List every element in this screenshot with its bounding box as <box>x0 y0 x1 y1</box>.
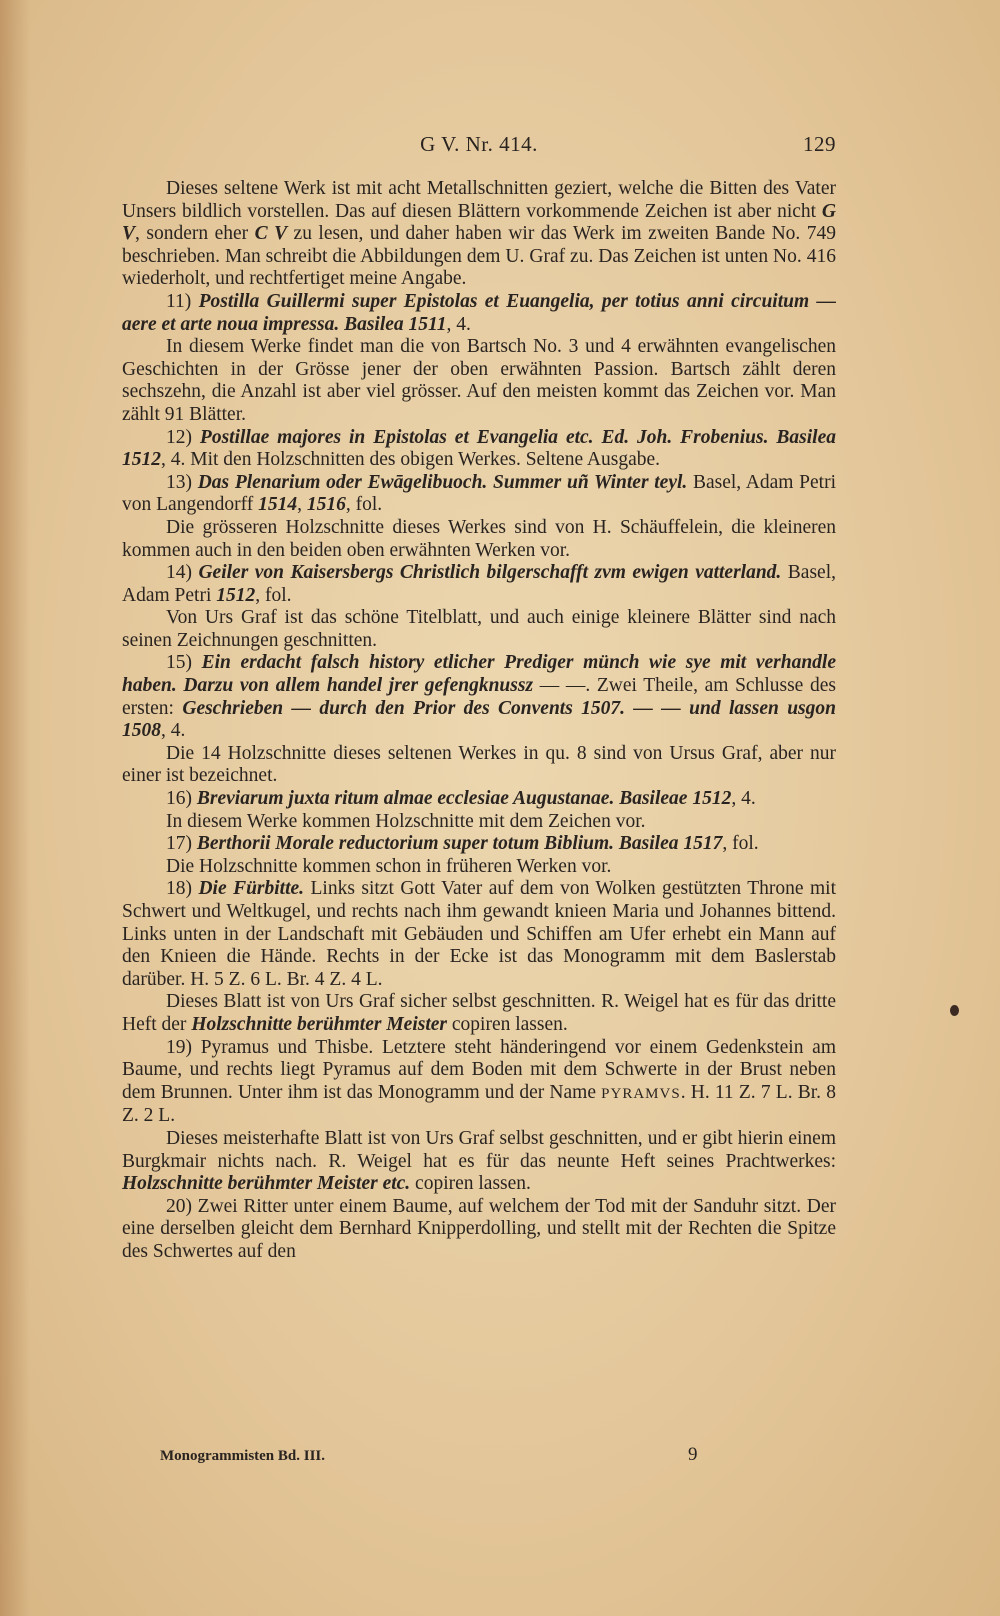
text-run: , <box>297 494 307 516</box>
text-run: Basel, Adam Petri <box>122 562 836 606</box>
paragraph <box>122 991 836 1036</box>
paragraph <box>122 1128 836 1196</box>
text-run: Dieses Blatt ist von Urs Graf sicher selbst geschnitten. R. Weigel hat es für das dritte Heft der <box>122 991 836 1035</box>
paragraph <box>122 291 836 336</box>
text-run: , 4. <box>446 313 471 335</box>
text-run: , 4. Mit den Holzschnitten des obigen Werkes. Seltene Ausgabe. <box>161 449 661 471</box>
text-run: , 4. <box>731 788 756 810</box>
paragraph <box>122 607 836 652</box>
text-run: In diesem Werke kommen Holzschnitte mit dem Zeichen vor. <box>166 810 646 832</box>
text-run: , sondern eher <box>135 223 255 245</box>
text-run: 16) <box>166 788 197 810</box>
italic-run: Postilla Guillermi super Epistolas et Euangelia, per totius anni circuitum — aere et arte noua impressa. Basilea 1511 <box>122 290 836 335</box>
paragraph <box>122 811 836 834</box>
paragraph <box>122 856 836 879</box>
paragraph <box>122 472 836 517</box>
text-run: zu lesen, und daher haben wir das Werk im zweiten Bande No. 749 beschrieben. Man schreibt die Abbildungen dem U. Graf zu. Das Zeichen ist unten No. 416 wiederholt, und rechtfertiget meine Angabe. <box>122 223 836 290</box>
italic-run: Geiler von Kaisersbergs Christlich bilgerschafft zvm ewigen vatterland. <box>198 562 782 584</box>
text-run: , 4. <box>161 720 186 742</box>
paragraph <box>122 517 836 562</box>
running-title: G V. Nr. 414. <box>420 132 538 156</box>
text-run: Links sitzt Gott Vater auf dem von Wolken gestützten Throne mit Schwert und Weltkugel, und rechts nach ihm gewandt knieen Maria und Johannes bittend. Links unten in der Landschaft mit Gebäuden und Schiffen am Ufer erhebt ein Mann auf den Knieen die Hände. Rechts in der Ecke ist das Monogramm mit dem Baslerstab darüber. H. 5 Z. 6 L. Br. 4 Z. 4 L. <box>122 878 836 990</box>
italic-run: Postillae majores in Epistolas et Evangelia etc. Ed. Joh. Frobenius. Basilea 1512 <box>122 426 836 471</box>
paragraph <box>122 788 836 811</box>
paragraph <box>122 178 836 291</box>
text-run: Die Holzschnitte kommen schon in früheren Werken vor. <box>166 855 612 877</box>
paragraph <box>122 336 836 426</box>
italic-run: G V <box>122 200 836 245</box>
italic-run: Ein erdacht falsch history etlicher Prediger münch wie sye mit verhandle haben. Darzu von allem handel jrer gefengknussz <box>122 652 836 697</box>
text-run: 17) <box>166 833 197 855</box>
text-run: 20) Zwei Ritter unter einem Baume, auf welchem der Tod mit der Sanduhr sitzt. Der eine derselben gleicht dem Bernhard Knipperdolling, und stellt mit der Rechten die Spitze des Schwertes auf den <box>122 1195 836 1262</box>
text-run: — —. Zwei Theile, am Schlusse des ersten: <box>122 675 836 719</box>
text-run: Die grösseren Holzschnitte dieses Werkes sind von H. Schäuffelein, die kleineren kommen auch in den beiden oben erwähnten Werken vor. <box>122 516 836 561</box>
paragraph <box>122 1196 836 1264</box>
text-run: 13) <box>166 471 198 493</box>
italic-run: C V <box>254 223 288 245</box>
paragraph <box>122 427 836 472</box>
italic-run: Das Plenarium oder Ewāgelibuoch. Summer uñ Winter teyl. <box>197 471 688 493</box>
text-run: 14) <box>166 562 199 584</box>
text-run: 19) Pyramus und Thisbe. Letztere steht händeringend vor einem Gedenkstein am Baume, und rechts liegt Pyramus auf dem Boden mit dem Schwerte in der Brust neben dem Brunnen. Unter ihm ist das Monogramm und der Name <box>122 1036 836 1103</box>
text-run: Die 14 Holzschnitte dieses seltenen Werkes in qu. 8 sind von Ursus Graf, aber nur einer ist bezeichnet. <box>122 742 836 787</box>
italic-run: 1514 <box>258 494 298 516</box>
paragraph <box>122 562 836 607</box>
text-run: , fol. <box>255 584 292 606</box>
page-number: 129 <box>803 132 836 156</box>
paragraph <box>122 743 836 788</box>
italic-run: Holzschnitte berühmter Meister <box>191 1013 448 1035</box>
italic-run: Die Fürbitte. <box>198 878 305 900</box>
text-run: 15) <box>166 652 202 674</box>
text-run: 12) <box>166 426 200 448</box>
smallcaps-run: PYRAMVS <box>601 1085 681 1102</box>
text-run: , fol. <box>345 494 383 516</box>
text-run: Dieses meisterhafte Blatt ist von Urs Graf selbst geschnitten, und er gibt hierin einem Burgkmair nichts nach. R. Weigel hat es für das neunte Heft seines Prachtwerkes: <box>122 1127 836 1172</box>
text-run: Von Urs Graf ist das schöne Titelblatt, und auch einige kleinere Blätter sind nach seinen Zeichnungen geschnitten. <box>122 607 836 651</box>
italic-run: 1512 <box>216 584 256 606</box>
italic-run: 1516 <box>306 494 346 516</box>
text-run: 18) <box>166 878 199 900</box>
text-run: copiren lassen. <box>410 1173 531 1195</box>
page-footer <box>160 1444 720 1465</box>
body-text <box>122 178 836 1264</box>
paragraph <box>122 833 836 856</box>
italic-run: Geschrieben — durch den Prior des Convents 1507. — — und lassen usgon 1508 <box>122 697 836 742</box>
italic-run: Breviarum juxta ritum almae ecclesiae Augustanae. Basileae 1512 <box>196 788 732 810</box>
paragraph <box>122 1037 836 1128</box>
italic-run: Holzschnitte berühmter Meister etc. <box>122 1173 411 1195</box>
italic-run: Berthorii Morale reductorium super totum Biblium. Basilea 1517 <box>196 833 723 855</box>
text-run: Dieses seltene Werk ist mit acht Metallschnitten geziert, welche die Bitten des Vater Unsers bildlich vorstellen. Das auf diesen Blättern vorkommende Zeichen ist aber nicht <box>122 178 836 222</box>
text-run: In diesem Werke findet man die von Bartsch No. 3 und 4 erwähnten evangelischen Geschichten in der Grösse jener der oben erwähnten Passion. Bartsch zählt deren sechszehn, die Anzahl ist aber viel grösser. Auf den meisten kommt das Zeichen vor. Man zählt 91 Blätter. <box>122 336 836 425</box>
text-run: 11) <box>166 290 199 312</box>
sheet-number: 9 <box>688 1444 698 1465</box>
text-run: Basel, Adam Petri von Langendorff <box>122 471 836 516</box>
paragraph <box>122 652 836 742</box>
text-run: . H. 11 Z. 7 L. Br. 8 Z. 2 L. <box>122 1081 836 1127</box>
text-run: copiren lassen. <box>447 1013 568 1035</box>
ink-spot <box>950 1005 959 1016</box>
signature-mark: Monogrammisten Bd. III. <box>160 1448 326 1464</box>
paragraph <box>122 878 836 991</box>
text-run: , fol. <box>722 833 759 855</box>
